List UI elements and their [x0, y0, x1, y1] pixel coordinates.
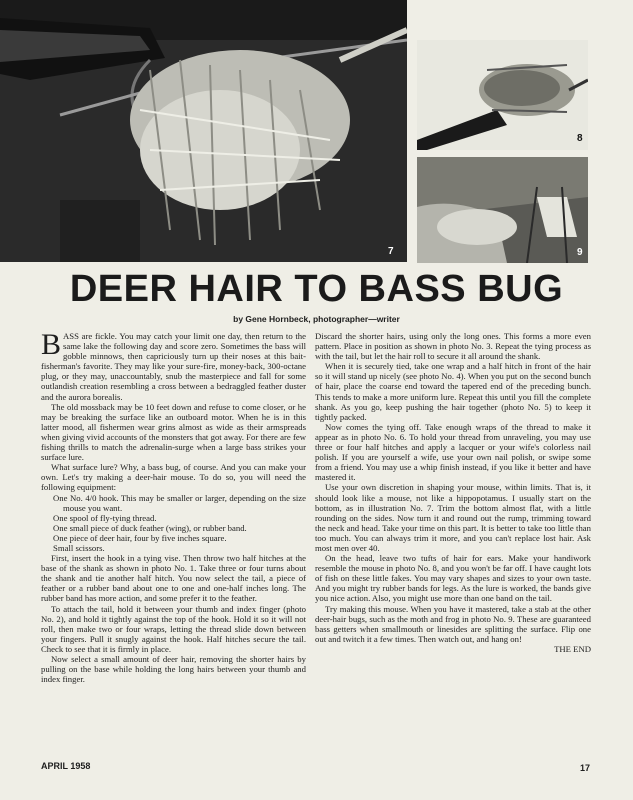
- article-title: DEER HAIR TO BASS BUG: [69, 268, 564, 310]
- photo-8-label: 8: [577, 133, 583, 144]
- paragraph: The old mossback may be 10 feet down and refuse to come closer, or he may be breaking the surface like an outboard motor. When he is in this latter mood, all fishermen wear grins almost as wide as their armspreads when giving vivid accounts of the monsters that got away. For there are few fishing thrills to match the adrenalin-surge when a large bass strikes your surface lure.: [41, 401, 306, 463]
- photo-9-label: 9: [577, 247, 583, 258]
- photo-9-moth-and-frog: [417, 157, 588, 263]
- drop-cap: B: [41, 328, 62, 361]
- equipment-item: One piece of deer hair, four by five inches square.: [53, 532, 227, 543]
- paragraph: What surface lure? Why, a bass bug, of course. And you can make your own. Let's try making a deer-hair mouse. To do so, you will need the following equipment:: [41, 462, 306, 493]
- paragraph: Now comes the tying off. Take enough wraps of the thread to make it appear as in photo No. 6. To hold your thread from unraveling, you may use three or four half hitches and apply a lacquer or your wife's colorless nail polish. If you are yourself a wife, use your own nail polish, or swipe some from a friend. You may use a whip finish instead, if you like it better and have mastered it.: [315, 421, 591, 483]
- equipment-item: One spool of fly-tying thread.: [53, 512, 157, 523]
- paragraph-text: ASS are fickle. You may catch your limit one day, then return to the same lake the following day and score zero. Sometimes the bass will gobble minnows, then capriciously turn up their noses at this bait-fisherman's favorite. They may like your sure-fire, money-back, 300-octane plug, or they may, unaccountably, snub the masterpiece and fall for some outlandish creation resembling a cross between a bedraggled feather duster and the aurora borealis.: [41, 331, 306, 402]
- equipment-item: One small piece of duck feather (wing), or rubber band.: [53, 522, 247, 533]
- intro-paragraph: [41, 328, 306, 402]
- paragraph: First, insert the hook in a tying vise. Then throw two half hitches at the base of the shank as shown in photo No. 1. Take three or four turns about the shank and tie another half hitch. You now select the tail, a piece of feather or a rubber band about one to one and one-half inches long. The rubber band has more action, and some prefer it to the feather.: [41, 553, 306, 604]
- article-column-1: [41, 328, 306, 685]
- paragraph: Use your own discretion in shaping your mouse, within limits. That is, it should look like a mouse, not like a hippopotamus. I usually start on the bottom, as in illustration No. 7. Trim the bottom almost flat, with a little rounding on the sides. Now turn it and round out the rump, trimming toward the neck and head. Take your time on this part. It is better to take too little than too much. You can always trim it more, and you can't replace lost hair. Ask most men over 40.: [315, 482, 591, 553]
- photo-7-label: 7: [388, 246, 394, 257]
- issue-date: APRIL 1958: [41, 761, 91, 771]
- equipment-item: Small scissors.: [53, 542, 105, 553]
- article-column-2: [315, 331, 591, 654]
- the-end-marker: THE END: [554, 643, 591, 654]
- page-number: 17: [580, 763, 591, 773]
- equipment-item: One No. 4/0 hook. This may be smaller or larger, depending on the size mouse you want.: [53, 492, 306, 513]
- paragraph: When it is securely tied, take one wrap and a half hitch in front of the hair so it will stand up nicely (see photo No. 4). When you put on the second bunch of hair, place the coarse end toward the tapered end of the preceding bunch. This tends to make a more uniform lure. Repeat this until you fill the complete shank. As you go, keep pushing the hair together (photo No. 5) to keep it tightly packed.: [315, 361, 591, 422]
- photo-8-finished-mouse: [417, 40, 588, 150]
- byline: by Gene Hornbeck, photographer—writer: [233, 314, 400, 324]
- paragraph: To attach the tail, hold it between your thumb and index finger (photo No. 2), and hold it tightly against the top of the hook. Hold it so it will not roll, then make two or four wraps, letting the thread slide down between your fingers. Pull it snugly against the hook. Half hitches secure the tail. Check to see that it is firmly in place.: [41, 603, 306, 654]
- paragraph: Try making this mouse. When you have it mastered, take a stab at the other deer-hair bugs, such as the moth and frog in photo No. 9. These are guaranteed bass getters when smallmouth or linesides are splitting the surface. Flip one out and twitch it a few times. Then watch out, and hang on!: [315, 603, 591, 644]
- paragraph: Discard the shorter hairs, using only the long ones. This forms a more even pattern. Place in position as shown in photo No. 3. Repeat the tying process as with the tail, but let the hair roll to secure it all around the shank.: [315, 331, 591, 362]
- photo-7-deer-hair-mouse: [0, 0, 407, 262]
- paragraph: Now select a small amount of deer hair, removing the shorter hairs by pulling on the base while holding the long hairs between your thumb and index finger.: [41, 654, 306, 685]
- paragraph: On the head, leave two tufts of hair for ears. Make your handiwork resemble the mouse in photo No. 8, and you won't be far off. I have caught lots of fish on these little fakes. You may vary shapes and sizes to your own taste. And you might try rubber bands for legs. As the lure is worked, the bands give you nice action. Also, you might use more than one band on the tail.: [315, 553, 591, 604]
